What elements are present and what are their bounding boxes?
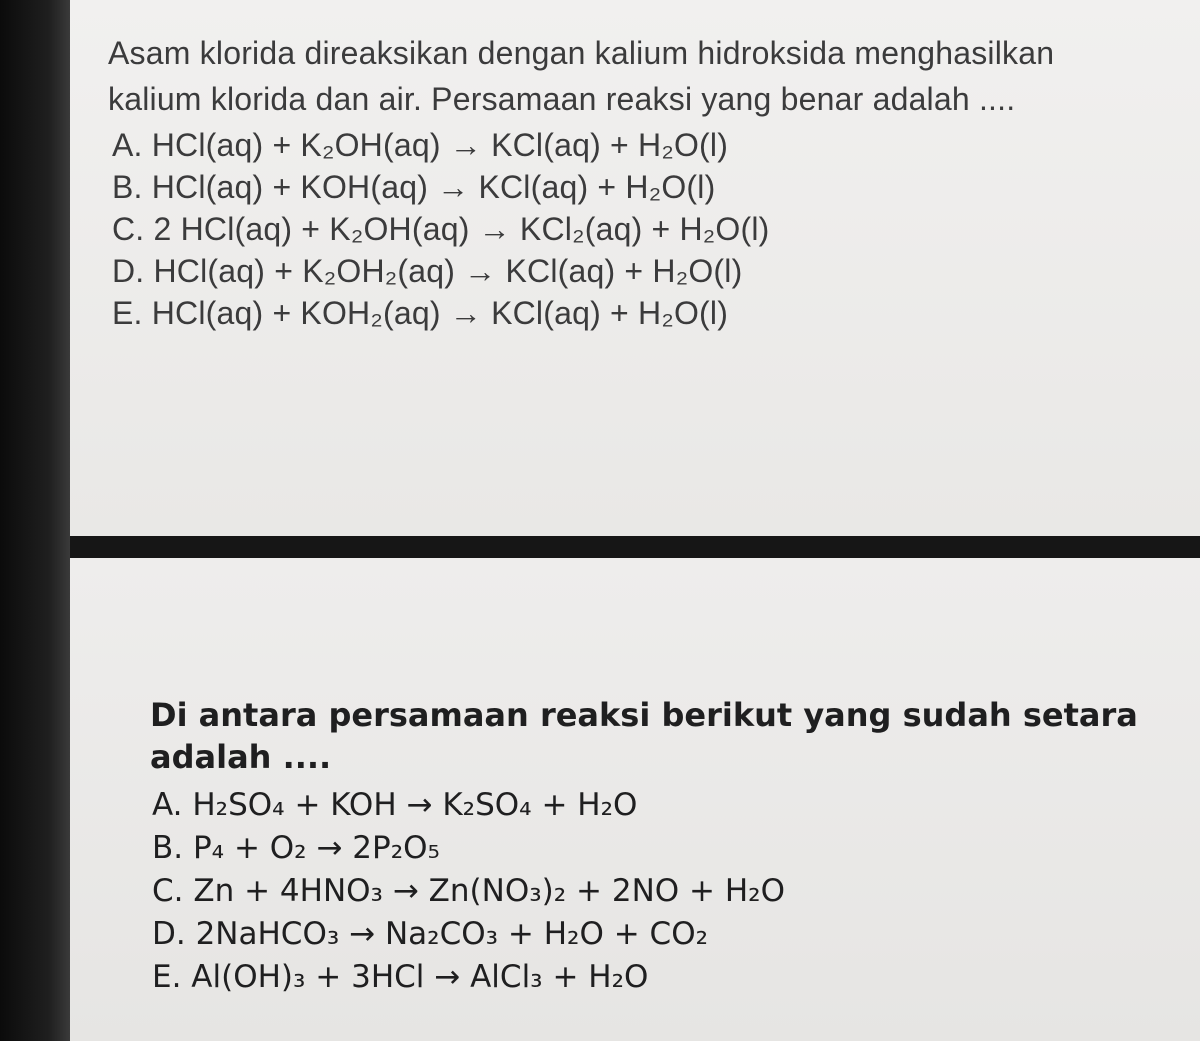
question-2-options (152, 784, 1150, 999)
question-1-option-d[interactable]: D. HCl(aq) + K₂OH₂(aq) → KCl(aq) + H₂O(l) (112, 253, 743, 289)
question-1-option-a[interactable]: A. HCl(aq) + K₂OH(aq) → KCl(aq) + H₂O(l) (112, 127, 729, 163)
question-2-option-b[interactable]: B. P₄ + O₂ → 2P₂O₅ (152, 830, 440, 866)
question-2-option-c[interactable]: C. Zn + 4HNO₃ → Zn(NO₃)₂ + 2NO + H₂O (152, 873, 785, 909)
question-2-option-a[interactable]: A. H₂SO₄ + KOH → K₂SO₄ + H₂O (152, 787, 638, 823)
question-2-option-e[interactable]: E. Al(OH)₃ + 3HCl → AlCl₃ + H₂O (152, 959, 649, 995)
question-1-option-e[interactable]: E. HCl(aq) + KOH₂(aq) → KCl(aq) + H₂O(l) (112, 295, 729, 331)
question-1-option-b[interactable]: B. HCl(aq) + KOH(aq) → KCl(aq) + H₂O(l) (112, 169, 716, 205)
question-2-option-d[interactable]: D. 2NaHCO₃ → Na₂CO₃ + H₂O + CO₂ (152, 916, 709, 952)
question-1-options (112, 124, 1058, 334)
question-1-stem: Asam klorida direaksikan dengan kalium hidroksida menghasilkan kalium klorida dan air. Persamaan reaksi yang benar adalah .... (108, 35, 1055, 117)
question-2 (150, 694, 1150, 999)
screen-bezel (0, 0, 70, 1041)
question-1-option-c[interactable]: C. 2 HCl(aq) + K₂OH(aq) → KCl₂(aq) + H₂O(l) (112, 211, 770, 247)
question-2-stem: Di antara persamaan reaksi berikut yang sudah setara adalah .... (150, 696, 1138, 776)
question-1 (108, 30, 1058, 334)
card-divider (70, 536, 1200, 558)
